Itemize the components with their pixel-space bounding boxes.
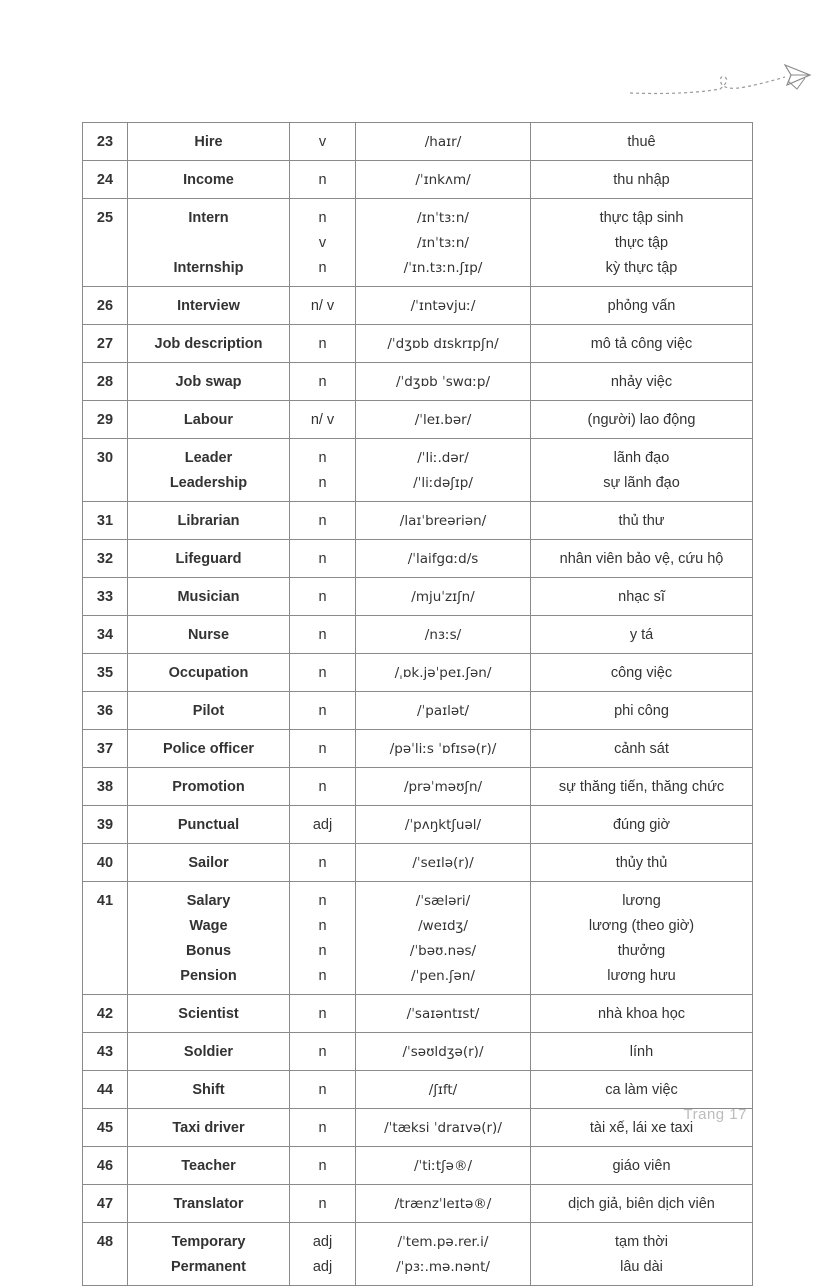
vietnamese-meaning: lương: [622, 893, 661, 909]
row-number: 36: [83, 692, 128, 730]
pronunciation-cell: [356, 730, 531, 768]
part-of-speech: n: [318, 1196, 327, 1212]
table-row: [83, 578, 753, 616]
part-of-speech-cell: [290, 540, 356, 578]
vocab-word: Interview: [177, 298, 240, 314]
table-row: [83, 995, 753, 1033]
pronunciation: /ˈsəʊldʒə(r)/: [402, 1044, 484, 1060]
vietnamese-meaning-cell: [531, 1185, 753, 1223]
vocab-word-cell: [128, 161, 290, 199]
vietnamese-meaning-cell: [531, 806, 753, 844]
row-number: 28: [83, 363, 128, 401]
pronunciation: /ˈleɪ.bər/: [414, 412, 472, 428]
vocab-word-cell: [128, 1185, 290, 1223]
part-of-speech-cell: [290, 161, 356, 199]
vietnamese-meaning: phỏng vấn: [607, 298, 676, 314]
vietnamese-meaning-cell: [531, 363, 753, 401]
pronunciation-cell: [356, 806, 531, 844]
vocab-word: Police officer: [162, 741, 255, 757]
row-number: 30: [83, 439, 128, 502]
row-number: 26: [83, 287, 128, 325]
part-of-speech: n: [318, 374, 327, 390]
vietnamese-meaning-cell: [531, 540, 753, 578]
part-of-speech-cell: [290, 1033, 356, 1071]
vietnamese-meaning-cell: [531, 654, 753, 692]
vocab-word-cell: [128, 654, 290, 692]
pronunciation: /ɪnˈtɜːn/: [417, 210, 469, 226]
row-number: 48: [83, 1223, 128, 1286]
pronunciation-cell: [356, 654, 531, 692]
part-of-speech: n: [318, 943, 327, 959]
part-of-speech: n: [318, 1082, 327, 1098]
part-of-speech: n: [318, 450, 327, 466]
pronunciation: /ˈɪntəvjuː/: [410, 298, 476, 314]
vocab-word: Soldier: [183, 1044, 234, 1060]
pronunciation-cell: [356, 161, 531, 199]
row-number: 43: [83, 1033, 128, 1071]
vocab-word-cell: [128, 1071, 290, 1109]
part-of-speech: n: [318, 513, 327, 529]
pronunciation-cell: [356, 287, 531, 325]
pronunciation-cell: [356, 1223, 531, 1286]
table-row: [83, 616, 753, 654]
row-number: 41: [83, 882, 128, 995]
part-of-speech: n: [318, 1006, 327, 1022]
vocab-word-cell: [128, 199, 290, 287]
part-of-speech-cell: [290, 806, 356, 844]
part-of-speech: n: [318, 855, 327, 871]
vietnamese-meaning: thưởng: [617, 943, 666, 959]
pronunciation: /ˈpen.ʃən/: [411, 968, 475, 984]
row-number: 42: [83, 995, 128, 1033]
pronunciation: /ˈliːdəʃɪp/: [413, 475, 473, 491]
vietnamese-meaning-cell: [531, 1033, 753, 1071]
vietnamese-meaning-cell: [531, 692, 753, 730]
vocab-word-cell: [128, 363, 290, 401]
part-of-speech-cell: [290, 123, 356, 161]
part-of-speech-cell: [290, 502, 356, 540]
pronunciation-cell: [356, 844, 531, 882]
pronunciation: /ˈtæksi ˈdraɪvə(r)/: [384, 1120, 502, 1136]
table-row: [83, 1147, 753, 1185]
part-of-speech-cell: [290, 654, 356, 692]
part-of-speech: v: [318, 235, 327, 251]
vocab-word: Librarian: [177, 513, 240, 529]
part-of-speech-cell: [290, 692, 356, 730]
part-of-speech-cell: [290, 730, 356, 768]
vietnamese-meaning: lính: [629, 1044, 654, 1060]
pronunciation: /ˌɒk.jəˈpeɪ.ʃən/: [394, 665, 492, 681]
pronunciation: /pəˈliːs ˈɒfɪsə(r)/: [389, 741, 497, 757]
vocab-word-cell: [128, 995, 290, 1033]
pronunciation-cell: [356, 1033, 531, 1071]
part-of-speech: n: [318, 968, 327, 984]
part-of-speech: n: [318, 703, 327, 719]
vietnamese-meaning: nhà khoa học: [597, 1006, 686, 1022]
part-of-speech-cell: [290, 325, 356, 363]
pronunciation-cell: [356, 578, 531, 616]
pronunciation: /ˈɪn.tɜːn.ʃɪp/: [403, 260, 483, 276]
pronunciation: /ˈlaifgɑːd/s: [407, 551, 479, 567]
vocab-word-cell: [128, 1223, 290, 1286]
part-of-speech: n: [318, 779, 327, 795]
pronunciation-cell: [356, 1147, 531, 1185]
vocab-word: Teacher: [181, 1158, 236, 1174]
vocab-word: Labour: [183, 412, 234, 428]
part-of-speech: n: [318, 741, 327, 757]
vietnamese-meaning: thu nhập: [613, 172, 670, 188]
pronunciation-cell: [356, 882, 531, 995]
pronunciation-cell: [356, 1071, 531, 1109]
row-number: 29: [83, 401, 128, 439]
pronunciation: /ˈbəʊ.nəs/: [409, 943, 477, 959]
row-number: 44: [83, 1071, 128, 1109]
row-number: 25: [83, 199, 128, 287]
table-row: [83, 1033, 753, 1071]
table-row: [83, 882, 753, 995]
row-number: 45: [83, 1109, 128, 1147]
vietnamese-meaning: thủ thư: [618, 513, 665, 529]
paper-plane-icon: [625, 55, 815, 100]
vocab-word: Leader: [184, 450, 233, 466]
pronunciation: /prəˈməʊʃn/: [403, 779, 483, 795]
vietnamese-meaning: thuê: [627, 134, 656, 150]
part-of-speech: n: [318, 336, 327, 352]
part-of-speech-cell: [290, 882, 356, 995]
vietnamese-meaning-cell: [531, 199, 753, 287]
pronunciation-cell: [356, 325, 531, 363]
part-of-speech: n: [318, 893, 327, 909]
vocab-word: Intern: [188, 210, 229, 226]
vocab-word: Pension: [180, 968, 237, 984]
part-of-speech: n: [318, 1158, 327, 1174]
pronunciation: /ˈsæləri/: [415, 893, 471, 909]
vocab-word: Nurse: [187, 627, 230, 643]
vietnamese-meaning-cell: [531, 578, 753, 616]
pronunciation-cell: [356, 616, 531, 654]
row-number: 47: [83, 1185, 128, 1223]
part-of-speech-cell: [290, 1071, 356, 1109]
pronunciation: /ˈliː.dər/: [417, 450, 469, 466]
table-row: [83, 199, 753, 287]
vietnamese-meaning: nhạc sĩ: [618, 589, 665, 605]
pronunciation: /ˈpɜː.mə.nənt/: [396, 1259, 490, 1275]
pronunciation: /ˈseɪlə(r)/: [412, 855, 474, 871]
vietnamese-meaning: mô tả công việc: [590, 336, 693, 352]
part-of-speech-cell: [290, 401, 356, 439]
vietnamese-meaning: đúng giờ: [612, 817, 671, 833]
vocab-word: Lifeguard: [175, 551, 242, 567]
vietnamese-meaning-cell: [531, 768, 753, 806]
pronunciation: /ˈdʒɒb ˈswɑːp/: [395, 374, 491, 390]
row-number: 31: [83, 502, 128, 540]
vocab-word-cell: [128, 401, 290, 439]
pronunciation: /ˈtiːtʃə®/: [413, 1158, 473, 1174]
vocabulary-table: [82, 122, 753, 1286]
pronunciation: /ˈsaɪəntɪst/: [406, 1006, 480, 1022]
vocab-word: [132, 231, 285, 256]
pronunciation: /ˈpaɪlət/: [416, 703, 470, 719]
vocab-word: Translator: [173, 1196, 244, 1212]
vietnamese-meaning: cảnh sát: [614, 741, 669, 757]
vocab-word: Scientist: [178, 1006, 239, 1022]
part-of-speech-cell: [290, 1185, 356, 1223]
pronunciation: /weɪdʒ/: [418, 918, 468, 934]
vietnamese-meaning: lương hưu: [607, 968, 676, 984]
vietnamese-meaning-cell: [531, 161, 753, 199]
part-of-speech: adj: [312, 1259, 333, 1275]
row-number: 23: [83, 123, 128, 161]
part-of-speech: n: [318, 172, 327, 188]
part-of-speech-cell: [290, 844, 356, 882]
vocab-word-cell: [128, 1147, 290, 1185]
pronunciation: /mjuˈzɪʃn/: [411, 589, 475, 605]
vocab-word-cell: [128, 439, 290, 502]
table-row: [83, 730, 753, 768]
page-number: Trang 17: [683, 1106, 747, 1123]
table-row: [83, 768, 753, 806]
pronunciation: /nɜːs/: [424, 627, 462, 643]
pronunciation-cell: [356, 540, 531, 578]
vietnamese-meaning: phi công: [614, 703, 669, 719]
vietnamese-meaning: sự thăng tiến, thăng chức: [558, 779, 725, 795]
vietnamese-meaning: lãnh đạo: [613, 450, 670, 466]
vocab-word: Sailor: [188, 855, 229, 871]
vietnamese-meaning-cell: [531, 502, 753, 540]
vietnamese-meaning: nhân viên bảo vệ, cứu hộ: [559, 551, 724, 567]
row-number: 40: [83, 844, 128, 882]
pronunciation: /haɪr/: [424, 134, 462, 150]
vocab-word: Taxi driver: [172, 1120, 245, 1136]
pronunciation: /ˈtem.pə.rer.i/: [397, 1234, 489, 1250]
vocab-word: Wage: [189, 918, 228, 934]
part-of-speech-cell: [290, 1147, 356, 1185]
row-number: 38: [83, 768, 128, 806]
pronunciation-cell: [356, 692, 531, 730]
table-row: [83, 439, 753, 502]
part-of-speech-cell: [290, 995, 356, 1033]
table-row: [83, 287, 753, 325]
vocab-word: Occupation: [168, 665, 249, 681]
table-row: [83, 161, 753, 199]
table-row: [83, 806, 753, 844]
part-of-speech: n: [318, 1120, 327, 1136]
vocab-word: Leadership: [169, 475, 248, 491]
row-number: 24: [83, 161, 128, 199]
part-of-speech: n: [318, 1044, 327, 1060]
vietnamese-meaning: ca làm việc: [605, 1082, 678, 1098]
row-number: 34: [83, 616, 128, 654]
pronunciation-cell: [356, 401, 531, 439]
vocab-word-cell: [128, 882, 290, 995]
pronunciation-cell: [356, 995, 531, 1033]
vocab-word: Hire: [194, 134, 223, 150]
vietnamese-meaning-cell: [531, 616, 753, 654]
table-row: [83, 1071, 753, 1109]
table-row: [83, 654, 753, 692]
vocab-word: Punctual: [177, 817, 240, 833]
vietnamese-meaning-cell: [531, 401, 753, 439]
vietnamese-meaning: thực tập: [614, 235, 669, 251]
vietnamese-meaning: y tá: [629, 627, 654, 643]
table-row: [83, 401, 753, 439]
vietnamese-meaning-cell: [531, 844, 753, 882]
vietnamese-meaning-cell: [531, 287, 753, 325]
part-of-speech: n: [318, 589, 327, 605]
vietnamese-meaning: kỳ thực tập: [605, 260, 678, 276]
vocab-word-cell: [128, 287, 290, 325]
part-of-speech-cell: [290, 578, 356, 616]
vocab-word-cell: [128, 502, 290, 540]
vietnamese-meaning-cell: [531, 123, 753, 161]
vietnamese-meaning-cell: [531, 1071, 753, 1109]
table-row: [83, 123, 753, 161]
pronunciation: /ˈpʌŋktʃuəl/: [404, 817, 482, 833]
pronunciation: /trænzˈleɪtə®/: [394, 1196, 492, 1212]
vocab-word: Bonus: [185, 943, 232, 959]
table-row: [83, 1223, 753, 1286]
row-number: 46: [83, 1147, 128, 1185]
table-row: [83, 1185, 753, 1223]
pronunciation: /laɪˈbreəriən/: [399, 513, 487, 529]
vietnamese-meaning: dịch giả, biên dịch viên: [568, 1196, 715, 1212]
pronunciation: /ˈɪnkʌm/: [415, 172, 471, 188]
row-number: 32: [83, 540, 128, 578]
vocab-word-cell: [128, 616, 290, 654]
vocab-word-cell: [128, 692, 290, 730]
part-of-speech-cell: [290, 363, 356, 401]
vocab-word-cell: [128, 730, 290, 768]
pronunciation-cell: [356, 363, 531, 401]
part-of-speech-cell: [290, 199, 356, 287]
part-of-speech-cell: [290, 439, 356, 502]
part-of-speech: adj: [312, 817, 333, 833]
vietnamese-meaning-cell: [531, 1223, 753, 1286]
vietnamese-meaning: sự lãnh đạo: [603, 475, 680, 491]
vocab-word-cell: [128, 806, 290, 844]
pronunciation: /ʃɪft/: [428, 1082, 458, 1098]
vocab-word: Pilot: [192, 703, 225, 719]
vocab-word: Job swap: [175, 374, 242, 390]
vocab-word: Promotion: [172, 779, 245, 795]
vietnamese-meaning: công việc: [610, 665, 673, 681]
pronunciation-cell: [356, 123, 531, 161]
vietnamese-meaning-cell: [531, 730, 753, 768]
part-of-speech: n: [318, 627, 327, 643]
vocab-word-cell: [128, 768, 290, 806]
table-row: [83, 325, 753, 363]
pronunciation-cell: [356, 502, 531, 540]
row-number: 27: [83, 325, 128, 363]
vocab-word-cell: [128, 123, 290, 161]
part-of-speech-cell: [290, 768, 356, 806]
part-of-speech: n: [318, 665, 327, 681]
pronunciation-cell: [356, 199, 531, 287]
vocab-word-cell: [128, 844, 290, 882]
vocab-word: Shift: [192, 1082, 225, 1098]
part-of-speech: n: [318, 210, 327, 226]
row-number: 37: [83, 730, 128, 768]
vietnamese-meaning-cell: [531, 325, 753, 363]
vocab-word: Musician: [177, 589, 240, 605]
part-of-speech: n/ v: [310, 412, 335, 428]
vocab-word-cell: [128, 1033, 290, 1071]
vietnamese-meaning: nhảy việc: [610, 374, 673, 390]
vietnamese-meaning-cell: [531, 439, 753, 502]
vietnamese-meaning: (người) lao động: [587, 412, 696, 428]
vocab-word: Income: [183, 172, 234, 188]
vocab-word: Job description: [154, 336, 263, 352]
vietnamese-meaning: lương (theo giờ): [588, 918, 695, 934]
vocab-word: Internship: [173, 260, 244, 276]
row-number: 35: [83, 654, 128, 692]
vietnamese-meaning: lâu dài: [620, 1259, 663, 1275]
part-of-speech-cell: [290, 287, 356, 325]
table-row: [83, 1109, 753, 1147]
pronunciation-cell: [356, 1185, 531, 1223]
pronunciation-cell: [356, 439, 531, 502]
vocab-word-cell: [128, 1109, 290, 1147]
part-of-speech: n: [318, 260, 327, 276]
vocab-word-cell: [128, 325, 290, 363]
part-of-speech: n: [318, 551, 327, 567]
row-number: 33: [83, 578, 128, 616]
pronunciation-cell: [356, 1109, 531, 1147]
table-row: [83, 502, 753, 540]
vocab-word: Salary: [186, 893, 231, 909]
vocab-word-cell: [128, 540, 290, 578]
part-of-speech-cell: [290, 616, 356, 654]
part-of-speech: n/ v: [310, 298, 335, 314]
vocab-word: Permanent: [171, 1259, 246, 1275]
vocab-word: Temporary: [171, 1234, 246, 1250]
vietnamese-meaning: thủy thủ: [615, 855, 668, 871]
part-of-speech: v: [318, 134, 327, 150]
table-row: [83, 844, 753, 882]
pronunciation: /ˈdʒɒb dɪskrɪpʃn/: [387, 336, 499, 352]
vietnamese-meaning: thực tập sinh: [599, 210, 684, 226]
part-of-speech-cell: [290, 1223, 356, 1286]
vocab-word-cell: [128, 578, 290, 616]
vietnamese-meaning-cell: [531, 995, 753, 1033]
vietnamese-meaning: tài xế, lái xe taxi: [589, 1120, 694, 1136]
part-of-speech: n: [318, 475, 327, 491]
vietnamese-meaning: giáo viên: [612, 1158, 671, 1174]
pronunciation-cell: [356, 768, 531, 806]
vietnamese-meaning-cell: [531, 882, 753, 995]
part-of-speech-cell: [290, 1109, 356, 1147]
pronunciation: /ɪnˈtɜːn/: [417, 235, 469, 251]
vietnamese-meaning-cell: [531, 1147, 753, 1185]
table-row: [83, 540, 753, 578]
table-row: [83, 363, 753, 401]
part-of-speech: adj: [312, 1234, 333, 1250]
row-number: 39: [83, 806, 128, 844]
vietnamese-meaning: tạm thời: [614, 1234, 669, 1250]
table-row: [83, 692, 753, 730]
part-of-speech: n: [318, 918, 327, 934]
